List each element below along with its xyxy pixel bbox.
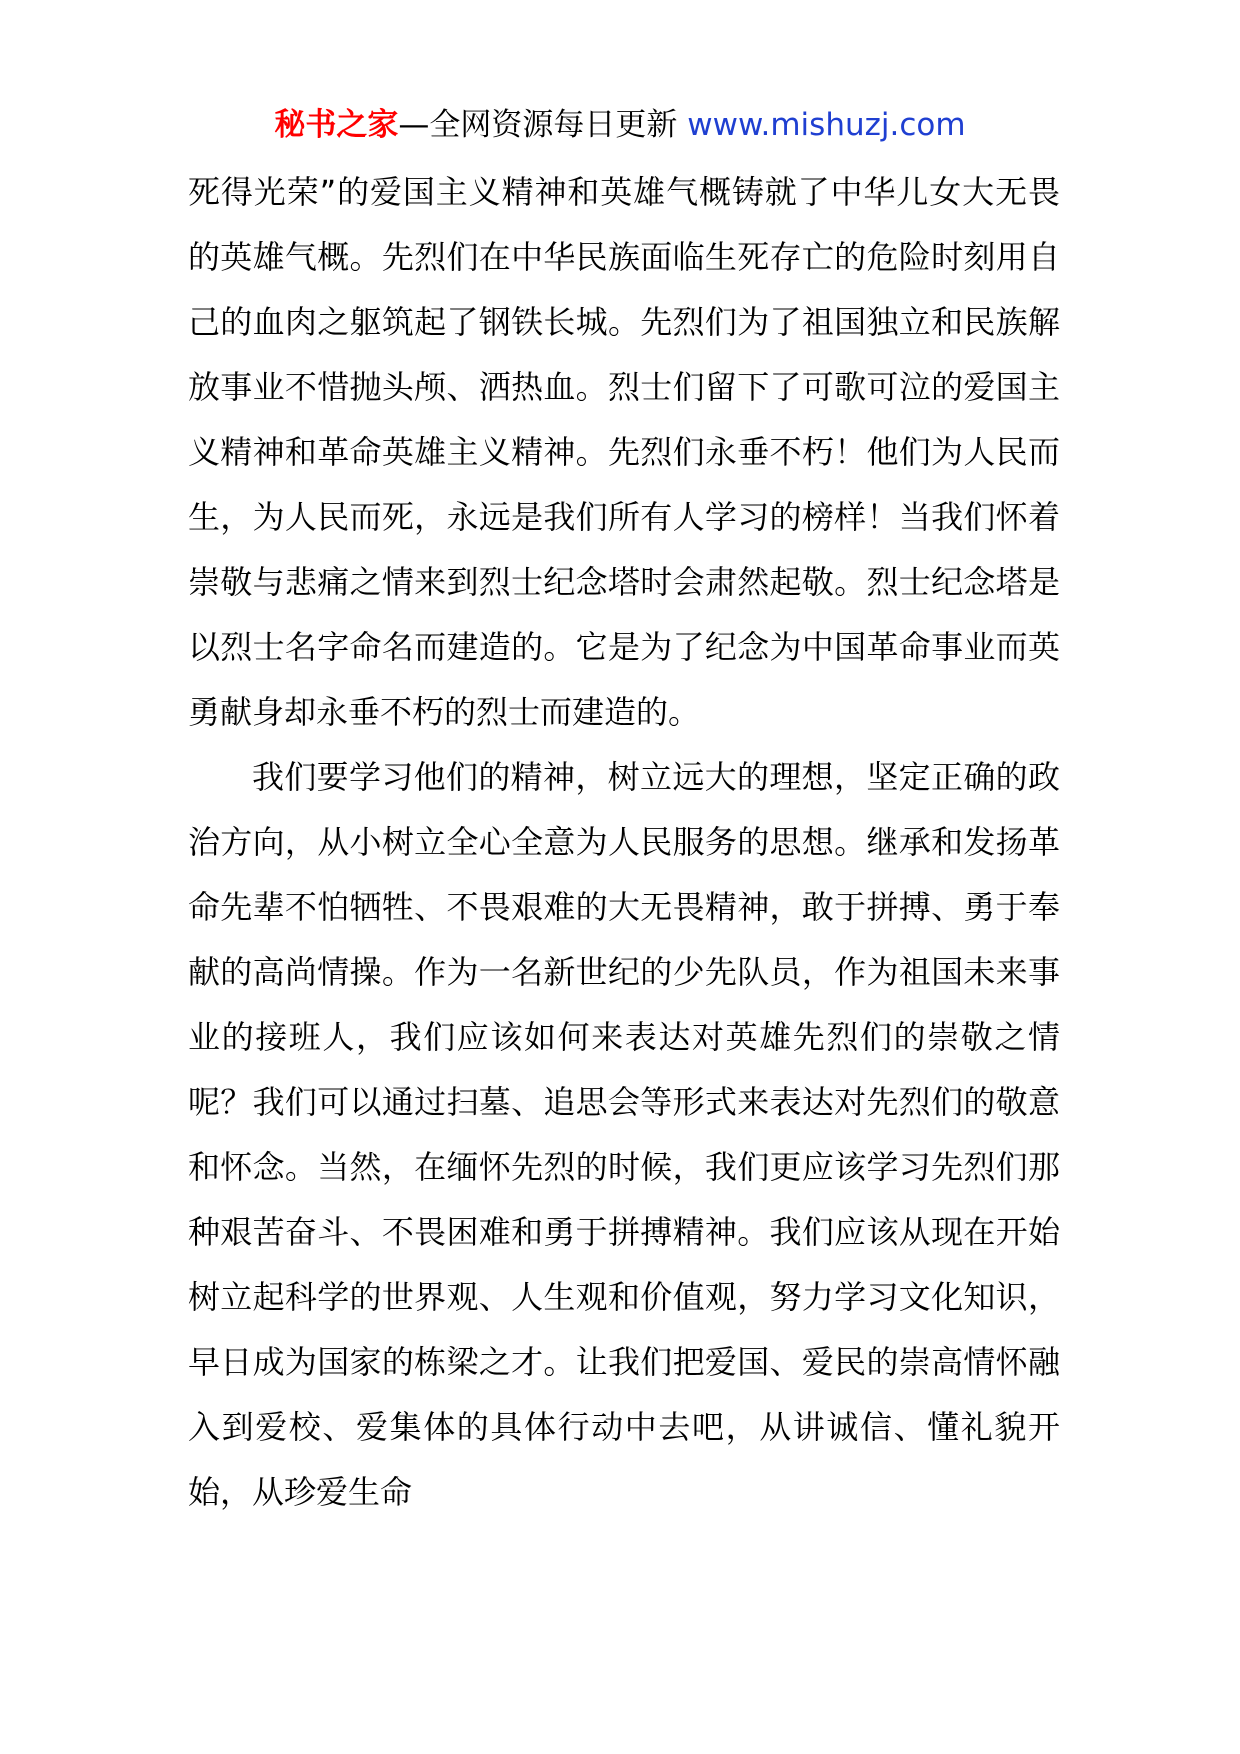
paragraph: 我们要学习他们的精神，树立远大的理想，坚定正确的政治方向，从小树立全心全意为人民服务的思想。继承和发扬革命先辈不怕牺牲、不畏艰难的大无畏精神，敢于拼搏、勇于奉献的高尚情操。作为一名新世纪的少先队员，作为祖国未来事业的接班人，我们应该如何来表达对英雄先烈们的崇敬之情呢？我们可以通过扫墓、追思会等形式来表达对先烈们的敬意和怀念。当然，在缅怀先烈的时候，我们更应该学习先烈们那种艰苦奋斗、不畏困难和勇于拼搏精神。我们应该从现在开始树立起科学的世界观、人生观和价值观，努力学习文化知识，早日成为国家的栋梁之才。让我们把爱国、爱民的崇高情怀融入到爱校、爱集体的具体行动中去吧，从讲诚信、懂礼貌开始，从珍爱生命 — [188, 758, 1060, 1511]
site-url-link[interactable]: www.mishuzj.com — [687, 107, 966, 143]
article-body — [188, 160, 1060, 1525]
paragraph-continuation: 死得光荣”的爱国主义精神和英雄气概铸就了中华儿女大无畏的英雄气概。先烈们在中华民族面临生死存亡的危险时刻用自己的血肉之躯筑起了钢铁长城。先烈们为了祖国独立和民族解放事业不惜抛头颅、洒热血。烈士们留下了可歌可泣的爱国主义精神和革命英雄主义精神。先烈们永垂不朽！他们为人民而生，为人民而死，永远是我们所有人学习的榜样！当我们怀着崇敬与悲痛之情来到烈士纪念塔时会肃然起敬。烈士纪念塔是以烈士名字命名而建造的。它是为了纪念为中国革命事业而英勇献身却永垂不朽的烈士而建造的。 — [188, 173, 1060, 731]
site-tagline: —全网资源每日更新 — [398, 107, 678, 143]
site-brand: 秘书之家 — [274, 107, 399, 143]
site-header — [0, 103, 1240, 147]
